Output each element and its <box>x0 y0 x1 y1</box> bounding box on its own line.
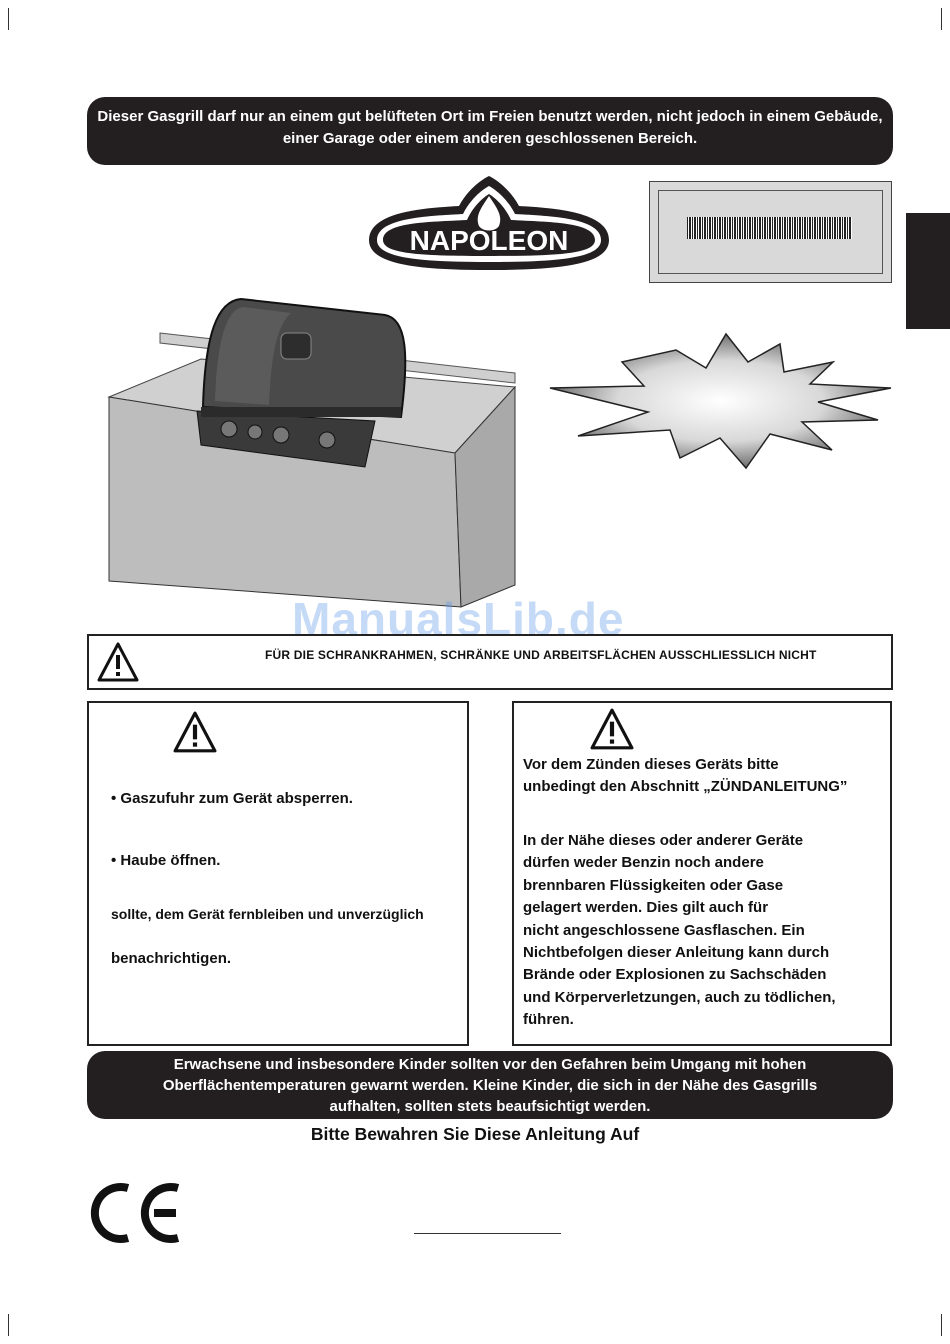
signature-line <box>414 1233 561 1234</box>
logo-text: NAPOLEON <box>409 225 569 256</box>
caution-text: FÜR DIE SCHRANKRAHMEN, SCHRÄNKE UND ARBEITSFLÄCHEN AUSSCHLIESSLICH NICHT <box>265 648 817 662</box>
serial-label-box <box>649 181 892 283</box>
built-in-grill-illustration <box>105 295 525 615</box>
children-warning: Erwachsene und insbesondere Kinder sollten vor den Gefahren beim Umgang mit hohen Oberflächentemperaturen gewarnt werden. Kleine Kinder, die sich in der Nähe des Gasgrills aufhalten, sollten stets beaufsichtigt werden. <box>87 1051 893 1119</box>
warning-triangle-icon <box>590 708 634 750</box>
crop-mark <box>8 1314 9 1336</box>
language-tab <box>906 213 950 329</box>
left-item-1: • Gaszufuhr zum Gerät absperren. <box>111 790 353 807</box>
header-warning: Dieser Gasgrill darf nur an einem gut belüfteten Ort im Freien benutzt werden, nicht jedoch in einem Gebäude, einer Garage oder einem anderen geschlossenen Bereich. <box>87 97 893 165</box>
ce-mark <box>88 1180 180 1246</box>
left-line-4: benachrichtigen. <box>111 950 232 967</box>
warning-triangle-icon <box>173 711 217 753</box>
watermark: ManualsLib.de <box>292 593 625 645</box>
crop-mark <box>941 8 942 30</box>
napoleon-logo <box>363 172 615 274</box>
warning-triangle-icon <box>97 642 139 682</box>
barcode <box>687 217 852 239</box>
gas-odor-warning-box <box>87 701 469 1046</box>
starburst-graphic <box>548 332 893 470</box>
right-para-2: In der Nähe dieses oder anderer Geräte dürfen weder Benzin noch andere brennbaren Flüssigkeiten oder Gase gelagert werden. Dies gilt auch für nicht angeschlossene Gasflaschen. Ein Nichtbefolgen dieser Anleitung kann durch Brände oder Explosionen zu Sachschäden und Körperverletzungen, auch zu tödlichen, führen. <box>523 832 836 1029</box>
right-para-1: Vor dem Zünden dieses Geräts bitte unbedingt den Abschnitt „ZÜNDANLEITUNG” <box>523 756 848 796</box>
caution-bar <box>87 634 893 690</box>
keep-instructions-title: Bitte Bewahren Sie Diese Anleitung Auf <box>310 1124 640 1144</box>
left-item-2: • Haube öffnen. <box>111 852 221 869</box>
crop-mark <box>8 8 9 30</box>
ignition-warning-box <box>512 701 892 1046</box>
crop-mark <box>941 1314 942 1336</box>
left-line-3: sollte, dem Gerät fernbleiben und unverzüglich <box>111 906 424 922</box>
